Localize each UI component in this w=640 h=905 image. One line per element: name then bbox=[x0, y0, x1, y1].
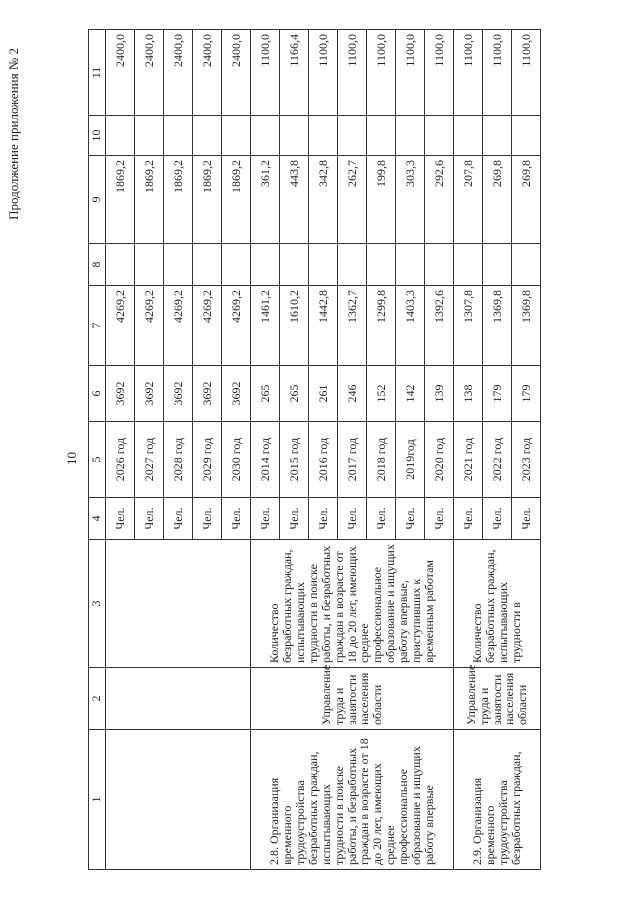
cell-c9: 303,3 bbox=[396, 156, 425, 244]
cell-unit: Чел. bbox=[425, 498, 454, 540]
cell-c10 bbox=[367, 116, 396, 156]
cell-c8 bbox=[483, 244, 512, 286]
cell-c8 bbox=[164, 244, 193, 286]
cell-c9: 269,8 bbox=[483, 156, 512, 244]
cell-c6: 139 bbox=[425, 366, 454, 422]
column-header: 8 bbox=[89, 244, 106, 286]
cell-c8 bbox=[251, 244, 280, 286]
cell-c7: 1610,2 bbox=[280, 286, 309, 366]
cell-c11: 1100,0 bbox=[483, 30, 512, 116]
cell-c10 bbox=[338, 116, 367, 156]
cell-c11: 1100,0 bbox=[425, 30, 454, 116]
table-row bbox=[454, 30, 483, 870]
cell-unit: Чел. bbox=[164, 498, 193, 540]
cell-c6: 3692 bbox=[222, 366, 251, 422]
indicator: Количество безработных граждан, испытывающих трудности в bbox=[454, 540, 541, 668]
cell-c10 bbox=[425, 116, 454, 156]
cell-c11: 1100,0 bbox=[251, 30, 280, 116]
cell-c6: 3692 bbox=[164, 366, 193, 422]
empty-merged-cell bbox=[106, 730, 251, 870]
measure-title: 2.9. Организация временного трудоустройства безработных граждан, bbox=[454, 730, 541, 870]
cell-unit: Чел. bbox=[193, 498, 222, 540]
cell-unit: Чел. bbox=[309, 498, 338, 540]
column-number-row bbox=[89, 30, 106, 870]
cell-c10 bbox=[164, 116, 193, 156]
cell-c9: 1869,2 bbox=[164, 156, 193, 244]
cell-c9: 1869,2 bbox=[222, 156, 251, 244]
cell-c6: 152 bbox=[367, 366, 396, 422]
cell-c6: 265 bbox=[280, 366, 309, 422]
cell-c10 bbox=[454, 116, 483, 156]
cell-c6: 138 bbox=[454, 366, 483, 422]
cell-c9: 262,7 bbox=[338, 156, 367, 244]
cell-c11: 1166,4 bbox=[280, 30, 309, 116]
program-table bbox=[88, 29, 541, 870]
table-body bbox=[106, 30, 541, 870]
cell-c8 bbox=[193, 244, 222, 286]
column-header: 6 bbox=[89, 366, 106, 422]
cell-c9: 342,8 bbox=[309, 156, 338, 244]
cell-c11: 1100,0 bbox=[309, 30, 338, 116]
cell-c8 bbox=[309, 244, 338, 286]
cell-year: 2016 год bbox=[309, 422, 338, 498]
cell-c8 bbox=[454, 244, 483, 286]
cell-c11: 1100,0 bbox=[338, 30, 367, 116]
cell-c8 bbox=[367, 244, 396, 286]
column-header: 5 bbox=[89, 422, 106, 498]
cell-c10 bbox=[135, 116, 164, 156]
cell-c11: 2400,0 bbox=[222, 30, 251, 116]
cell-c8 bbox=[425, 244, 454, 286]
cell-c9: 199,8 bbox=[367, 156, 396, 244]
cell-c9: 207,8 bbox=[454, 156, 483, 244]
column-header: 3 bbox=[89, 540, 106, 668]
cell-c7: 1299,8 bbox=[367, 286, 396, 366]
cell-year: 2028 год bbox=[164, 422, 193, 498]
cell-c11: 2400,0 bbox=[135, 30, 164, 116]
cell-c7: 1392,6 bbox=[425, 286, 454, 366]
cell-unit: Чел. bbox=[280, 498, 309, 540]
cell-year: 2018 год bbox=[367, 422, 396, 498]
cell-year: 2014 год bbox=[251, 422, 280, 498]
column-header: 2 bbox=[89, 668, 106, 730]
cell-c7: 4269,2 bbox=[193, 286, 222, 366]
cell-c6: 142 bbox=[396, 366, 425, 422]
cell-c8 bbox=[280, 244, 309, 286]
cell-year: 2015 год bbox=[280, 422, 309, 498]
executor: Управление труда и занятости населения области bbox=[454, 668, 541, 730]
cell-year: 2023 год bbox=[512, 422, 541, 498]
cell-c7: 4269,2 bbox=[222, 286, 251, 366]
column-header: 11 bbox=[89, 30, 106, 116]
measure-title: 2.8. Организация временного трудоустройства безработных граждан, испытывающих трудности в поиске работы, и безработных граждан в возрасте от 18 до 20 лет, имеющих среднее профессиональное образование и ищущих работу впервые bbox=[251, 730, 454, 870]
cell-c10 bbox=[280, 116, 309, 156]
cell-c6: 3692 bbox=[106, 366, 135, 422]
cell-c8 bbox=[396, 244, 425, 286]
cell-c9: 1869,2 bbox=[106, 156, 135, 244]
column-header: 10 bbox=[89, 116, 106, 156]
cell-c10 bbox=[193, 116, 222, 156]
column-header: 7 bbox=[89, 286, 106, 366]
column-header: 4 bbox=[89, 498, 106, 540]
cell-unit: Чел. bbox=[106, 498, 135, 540]
cell-c7: 4269,2 bbox=[106, 286, 135, 366]
cell-c7: 1461,2 bbox=[251, 286, 280, 366]
cell-c7: 1403,3 bbox=[396, 286, 425, 366]
cell-c9: 361,2 bbox=[251, 156, 280, 244]
cell-c10 bbox=[222, 116, 251, 156]
cell-c10 bbox=[396, 116, 425, 156]
cell-year: 2026 год bbox=[106, 422, 135, 498]
cell-year: 2021 год bbox=[454, 422, 483, 498]
cell-year: 2022 год bbox=[483, 422, 512, 498]
cell-c8 bbox=[106, 244, 135, 286]
cell-c7: 1442,8 bbox=[309, 286, 338, 366]
cell-c10 bbox=[309, 116, 338, 156]
indicator: Количество безработных граждан, испытывающих трудности в поиске работы, и безработных граждан в возрасте от 18 до 20 лет, имеющих среднее профессиональное образование и ищущих работу впервые, приступивших к временным работам bbox=[251, 540, 454, 668]
cell-c8 bbox=[512, 244, 541, 286]
column-header: 1 bbox=[89, 730, 106, 870]
empty-merged-cell bbox=[106, 668, 251, 730]
cell-c9: 1869,2 bbox=[193, 156, 222, 244]
cell-c10 bbox=[106, 116, 135, 156]
cell-c9: 1869,2 bbox=[135, 156, 164, 244]
cell-c8 bbox=[222, 244, 251, 286]
cell-c11: 1100,0 bbox=[512, 30, 541, 116]
cell-year: 2030 год bbox=[222, 422, 251, 498]
cell-c6: 246 bbox=[338, 366, 367, 422]
cell-unit: Чел. bbox=[135, 498, 164, 540]
table-row bbox=[106, 30, 135, 870]
cell-unit: Чел. bbox=[367, 498, 396, 540]
table-row bbox=[251, 30, 280, 870]
cell-unit: Чел. bbox=[483, 498, 512, 540]
cell-c9: 443,8 bbox=[280, 156, 309, 244]
cell-year: 2020 год bbox=[425, 422, 454, 498]
cell-unit: Чел. bbox=[512, 498, 541, 540]
cell-c6: 265 bbox=[251, 366, 280, 422]
cell-year: 2027 год bbox=[135, 422, 164, 498]
cell-c7: 4269,2 bbox=[164, 286, 193, 366]
cell-c7: 1362,7 bbox=[338, 286, 367, 366]
page-number: 10 bbox=[64, 452, 79, 465]
cell-c10 bbox=[512, 116, 541, 156]
cell-c11: 1100,0 bbox=[454, 30, 483, 116]
executor: Управление труда и занятости населения области bbox=[251, 668, 454, 730]
cell-unit: Чел. bbox=[251, 498, 280, 540]
cell-unit: Чел. bbox=[454, 498, 483, 540]
cell-c7: 1369,8 bbox=[512, 286, 541, 366]
cell-c9: 269,8 bbox=[512, 156, 541, 244]
cell-c11: 2400,0 bbox=[106, 30, 135, 116]
cell-c8 bbox=[338, 244, 367, 286]
cell-year: 2029 год bbox=[193, 422, 222, 498]
cell-c7: 4269,2 bbox=[135, 286, 164, 366]
cell-unit: Чел. bbox=[338, 498, 367, 540]
cell-c7: 1307,8 bbox=[454, 286, 483, 366]
cell-c11: 2400,0 bbox=[193, 30, 222, 116]
cell-year: 2019год bbox=[396, 422, 425, 498]
cell-c10 bbox=[251, 116, 280, 156]
cell-unit: Чел. bbox=[222, 498, 251, 540]
appendix-subtitle: Продолжение приложения № 2 bbox=[6, 48, 21, 220]
cell-c10 bbox=[483, 116, 512, 156]
empty-merged-cell bbox=[106, 540, 251, 668]
cell-c7: 1369,8 bbox=[483, 286, 512, 366]
cell-c6: 3692 bbox=[193, 366, 222, 422]
column-header: 9 bbox=[89, 156, 106, 244]
cell-c11: 1100,0 bbox=[367, 30, 396, 116]
cell-c11: 1100,0 bbox=[396, 30, 425, 116]
cell-c8 bbox=[135, 244, 164, 286]
cell-c6: 179 bbox=[483, 366, 512, 422]
cell-c6: 3692 bbox=[135, 366, 164, 422]
cell-c6: 261 bbox=[309, 366, 338, 422]
cell-year: 2017 год bbox=[338, 422, 367, 498]
cell-c11: 2400,0 bbox=[164, 30, 193, 116]
cell-c6: 179 bbox=[512, 366, 541, 422]
cell-c9: 292,6 bbox=[425, 156, 454, 244]
cell-unit: Чел. bbox=[396, 498, 425, 540]
